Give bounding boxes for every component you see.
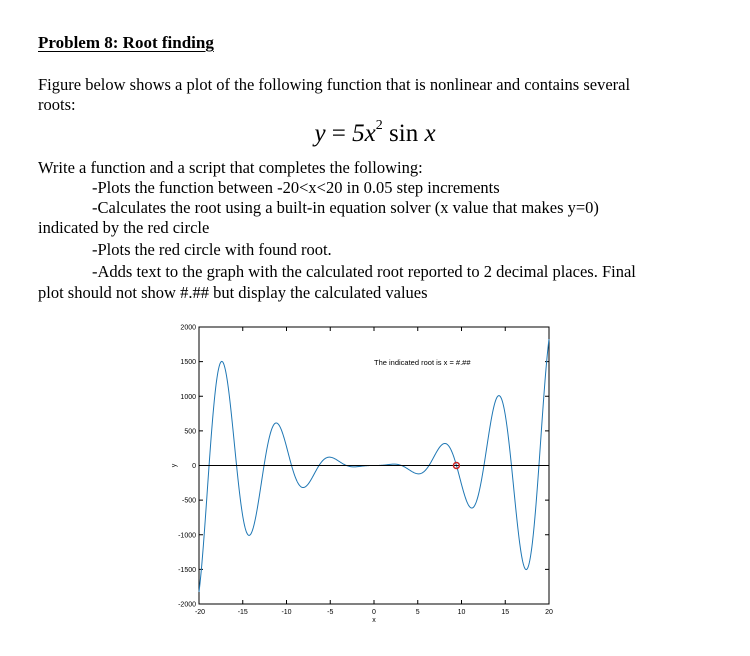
y-tick-label: -500	[181, 497, 196, 505]
equation-arg: x	[424, 120, 436, 147]
task-item-2b: indicated by the red circle	[38, 218, 210, 237]
x-tick-label: -20	[194, 609, 206, 616]
intro-line-2: roots:	[38, 95, 76, 114]
intro-line-1: Figure below shows a plot of the following function that is nonlinear and contains several	[38, 75, 631, 94]
root-annotation: The indicated root is x = #.##	[374, 358, 471, 368]
y-tick-label: 1000	[180, 393, 196, 401]
x-tick-label: 10	[457, 609, 466, 616]
y-tick-label: -1000	[178, 532, 196, 540]
y-tick-label: 0	[192, 463, 196, 470]
y-tick-label: -1500	[178, 566, 196, 574]
y-tick-label: 500	[184, 428, 196, 436]
equation-coef: 5x	[352, 120, 376, 147]
x-axis-label: x	[372, 617, 376, 624]
task-line: Write a function and a script that completes the following:	[38, 158, 423, 177]
equation-func: sin	[389, 120, 419, 147]
y-tick-label: -2000	[178, 601, 196, 609]
task-item-4b: plot should not show #.## but display the calculated values	[38, 283, 428, 302]
task-item-2a: -Calculates the root using a built-in equation solver (x value that makes y=0)	[92, 198, 599, 217]
x-tick-label: -5	[327, 609, 334, 616]
task-item-3: -Plots the red circle with found root.	[92, 240, 332, 259]
y-tick-label: 1500	[180, 359, 196, 367]
equation-lhs: y	[314, 120, 326, 147]
x-tick-label: -10	[281, 609, 292, 616]
x-tick-label: 20	[545, 609, 553, 616]
x-tick-label: 15	[501, 609, 510, 616]
task-item-4a: -Adds text to the graph with the calculated root reported to 2 decimal places. Final	[92, 262, 636, 281]
x-tick-label: -15	[237, 609, 248, 616]
y-axis-label: y	[171, 463, 178, 468]
problem-title: Problem 8: Root finding	[38, 33, 214, 52]
task-item-1: -Plots the function between -20<x<20 in 0.05 step increments	[92, 178, 500, 197]
equation-exponent: 2	[375, 118, 383, 133]
x-tick-label: 0	[372, 609, 376, 616]
equation-equals: =	[331, 120, 346, 147]
y-tick-label: 2000	[180, 324, 196, 332]
x-tick-label: 5	[415, 609, 420, 616]
